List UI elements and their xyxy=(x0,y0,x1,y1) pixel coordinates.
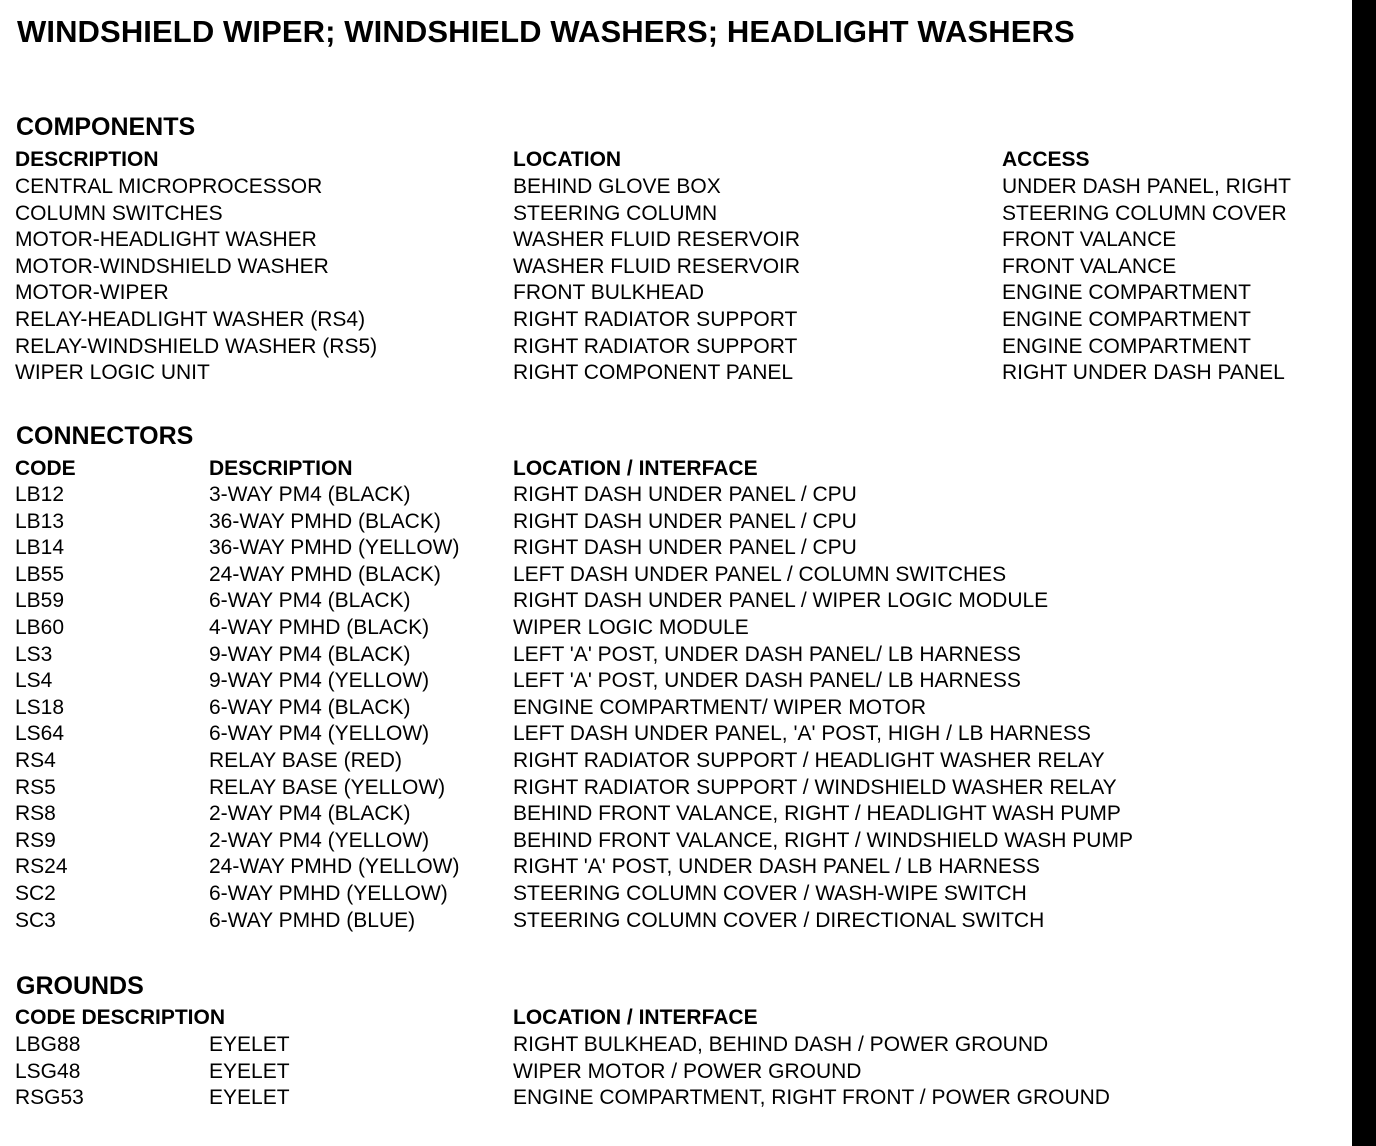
cell-description: EYELET xyxy=(209,1086,290,1109)
cell-code: LS18 xyxy=(15,696,65,719)
table-row xyxy=(0,747,1352,774)
cell-access: ENGINE COMPARTMENT xyxy=(1002,281,1251,304)
cell-location-interface: RIGHT 'A' POST, UNDER DASH PANEL / LB HARNESS xyxy=(513,855,1040,878)
table-row xyxy=(0,226,1352,253)
cell-description: COLUMN SWITCHES xyxy=(15,202,223,225)
cell-code: LB59 xyxy=(15,589,65,612)
table-row xyxy=(0,561,1352,588)
cell-code: RS8 xyxy=(15,802,56,825)
cell-code: LS3 xyxy=(15,643,53,666)
cell-description: 2-WAY PM4 (BLACK) xyxy=(209,802,411,825)
cell-description: 6-WAY PMHD (YELLOW) xyxy=(209,882,448,905)
cell-location-interface: RIGHT DASH UNDER PANEL / CPU xyxy=(513,536,857,559)
cell-code: LS4 xyxy=(15,669,53,692)
table-row xyxy=(0,827,1352,854)
cell-access: RIGHT UNDER DASH PANEL xyxy=(1002,361,1285,384)
cell-description: 9-WAY PM4 (BLACK) xyxy=(209,643,411,666)
page-title: WINDSHIELD WIPER; WINDSHIELD WASHERS; HEADLIGHT WASHERS xyxy=(17,14,1075,49)
cell-location-interface: WIPER MOTOR / POWER GROUND xyxy=(513,1060,862,1083)
cell-access: ENGINE COMPARTMENT xyxy=(1002,308,1251,331)
cell-description: 36-WAY PMHD (YELLOW) xyxy=(209,536,460,559)
cell-location-interface: WIPER LOGIC MODULE xyxy=(513,616,749,639)
components-header-row xyxy=(0,146,1352,173)
table-row xyxy=(0,253,1352,280)
table-row xyxy=(0,800,1352,827)
cell-location-interface: BEHIND FRONT VALANCE, RIGHT / WINDSHIELD WASH PUMP xyxy=(513,829,1133,852)
cell-code: LB60 xyxy=(15,616,65,639)
column-header-location-interface: LOCATION / INTERFACE xyxy=(513,1006,758,1029)
cell-description: MOTOR-WINDSHIELD WASHER xyxy=(15,255,329,278)
cell-code: LB55 xyxy=(15,563,65,586)
connectors-header-row xyxy=(0,455,1352,482)
cell-location-interface: RIGHT DASH UNDER PANEL / CPU xyxy=(513,483,857,506)
cell-location: STEERING COLUMN xyxy=(513,202,718,225)
table-row xyxy=(0,853,1352,880)
cell-location-interface: STEERING COLUMN COVER / DIRECTIONAL SWITCH xyxy=(513,909,1045,932)
cell-location-interface: LEFT DASH UNDER PANEL, 'A' POST, HIGH / LB HARNESS xyxy=(513,722,1091,745)
table-row xyxy=(0,333,1352,360)
cell-code: RS24 xyxy=(15,855,68,878)
table-row xyxy=(0,279,1352,306)
cell-code: SC2 xyxy=(15,882,56,905)
cell-code: SC3 xyxy=(15,909,56,932)
column-header-location-interface: LOCATION / INTERFACE xyxy=(513,457,758,480)
cell-access: FRONT VALANCE xyxy=(1002,255,1177,278)
table-row xyxy=(0,1058,1352,1085)
column-header-location: LOCATION xyxy=(513,148,622,171)
cell-code: LSG48 xyxy=(15,1060,81,1083)
cell-description: 9-WAY PM4 (YELLOW) xyxy=(209,669,430,692)
cell-access: STEERING COLUMN COVER xyxy=(1002,202,1287,225)
cell-access: ENGINE COMPARTMENT xyxy=(1002,335,1251,358)
cell-description: 6-WAY PMHD (BLUE) xyxy=(209,909,416,932)
cell-location: WASHER FLUID RESERVOIR xyxy=(513,255,801,278)
cell-code: LB13 xyxy=(15,510,65,533)
cell-location-interface: RIGHT RADIATOR SUPPORT / HEADLIGHT WASHER RELAY xyxy=(513,749,1105,772)
column-header-description: DESCRIPTION xyxy=(209,457,353,480)
table-row xyxy=(0,641,1352,668)
cell-location-interface: RIGHT DASH UNDER PANEL / WIPER LOGIC MODULE xyxy=(513,589,1049,612)
cell-code: RS4 xyxy=(15,749,56,772)
table-row xyxy=(0,667,1352,694)
cell-location-interface: ENGINE COMPARTMENT, RIGHT FRONT / POWER GROUND xyxy=(513,1086,1110,1109)
cell-location: WASHER FLUID RESERVOIR xyxy=(513,228,801,251)
table-row xyxy=(0,481,1352,508)
cell-location: FRONT BULKHEAD xyxy=(513,281,704,304)
cell-access: UNDER DASH PANEL, RIGHT xyxy=(1002,175,1291,198)
column-header-access: ACCESS xyxy=(1002,148,1090,171)
cell-location-interface: RIGHT BULKHEAD, BEHIND DASH / POWER GROUND xyxy=(513,1033,1049,1056)
column-header-code-description: CODE DESCRIPTION xyxy=(15,1006,226,1029)
grounds-heading: GROUNDS xyxy=(16,972,144,1000)
grounds-header-row xyxy=(0,1004,1352,1031)
cell-description: 4-WAY PMHD (BLACK) xyxy=(209,616,430,639)
cell-description: 3-WAY PM4 (BLACK) xyxy=(209,483,411,506)
cell-code: LBG88 xyxy=(15,1033,81,1056)
cell-description: RELAY-HEADLIGHT WASHER (RS4) xyxy=(15,308,366,331)
components-heading: COMPONENTS xyxy=(16,113,196,141)
table-row xyxy=(0,1031,1352,1058)
cell-description: 6-WAY PM4 (BLACK) xyxy=(209,589,411,612)
table-row xyxy=(0,534,1352,561)
cell-description: 36-WAY PMHD (BLACK) xyxy=(209,510,441,533)
table-row xyxy=(0,907,1352,934)
table-row xyxy=(0,720,1352,747)
cell-description: CENTRAL MICROPROCESSOR xyxy=(15,175,323,198)
cell-code: LS64 xyxy=(15,722,65,745)
cell-location-interface: BEHIND FRONT VALANCE, RIGHT / HEADLIGHT WASH PUMP xyxy=(513,802,1121,825)
cell-location-interface: ENGINE COMPARTMENT/ WIPER MOTOR xyxy=(513,696,927,719)
cell-description: 24-WAY PMHD (BLACK) xyxy=(209,563,441,586)
cell-location-interface: RIGHT RADIATOR SUPPORT / WINDSHIELD WASHER RELAY xyxy=(513,776,1117,799)
cell-access: FRONT VALANCE xyxy=(1002,228,1177,251)
table-row xyxy=(0,694,1352,721)
cell-location: RIGHT RADIATOR SUPPORT xyxy=(513,308,798,331)
column-header-description: DESCRIPTION xyxy=(15,148,159,171)
table-row xyxy=(0,774,1352,801)
page-edge-bar xyxy=(1352,0,1376,1146)
cell-description: 24-WAY PMHD (YELLOW) xyxy=(209,855,460,878)
connectors-heading: CONNECTORS xyxy=(16,422,194,450)
table-row xyxy=(0,200,1352,227)
cell-location-interface: LEFT DASH UNDER PANEL / COLUMN SWITCHES xyxy=(513,563,1007,586)
table-row xyxy=(0,1084,1352,1111)
cell-code: RS5 xyxy=(15,776,56,799)
cell-description: 6-WAY PM4 (BLACK) xyxy=(209,696,411,719)
cell-location-interface: STEERING COLUMN COVER / WASH-WIPE SWITCH xyxy=(513,882,1027,905)
table-row xyxy=(0,614,1352,641)
cell-location-interface: RIGHT DASH UNDER PANEL / CPU xyxy=(513,510,857,533)
cell-location: BEHIND GLOVE BOX xyxy=(513,175,721,198)
cell-description: MOTOR-WIPER xyxy=(15,281,169,304)
cell-description: EYELET xyxy=(209,1060,290,1083)
cell-description: RELAY BASE (RED) xyxy=(209,749,402,772)
cell-description: WIPER LOGIC UNIT xyxy=(15,361,210,384)
cell-description: 2-WAY PM4 (YELLOW) xyxy=(209,829,430,852)
table-row xyxy=(0,508,1352,535)
cell-code: RSG53 xyxy=(15,1086,84,1109)
table-row xyxy=(0,880,1352,907)
cell-description: RELAY BASE (YELLOW) xyxy=(209,776,446,799)
cell-description: MOTOR-HEADLIGHT WASHER xyxy=(15,228,317,251)
table-row xyxy=(0,359,1352,386)
cell-description: EYELET xyxy=(209,1033,290,1056)
cell-description: 6-WAY PM4 (YELLOW) xyxy=(209,722,430,745)
table-row xyxy=(0,306,1352,333)
column-header-code: CODE xyxy=(15,457,76,480)
cell-description: RELAY-WINDSHIELD WASHER (RS5) xyxy=(15,335,378,358)
cell-code: RS9 xyxy=(15,829,56,852)
cell-location-interface: LEFT 'A' POST, UNDER DASH PANEL/ LB HARNESS xyxy=(513,643,1021,666)
table-row xyxy=(0,587,1352,614)
cell-location: RIGHT RADIATOR SUPPORT xyxy=(513,335,798,358)
cell-location-interface: LEFT 'A' POST, UNDER DASH PANEL/ LB HARNESS xyxy=(513,669,1021,692)
table-row xyxy=(0,173,1352,200)
cell-location: RIGHT COMPONENT PANEL xyxy=(513,361,794,384)
cell-code: LB14 xyxy=(15,536,65,559)
cell-code: LB12 xyxy=(15,483,65,506)
